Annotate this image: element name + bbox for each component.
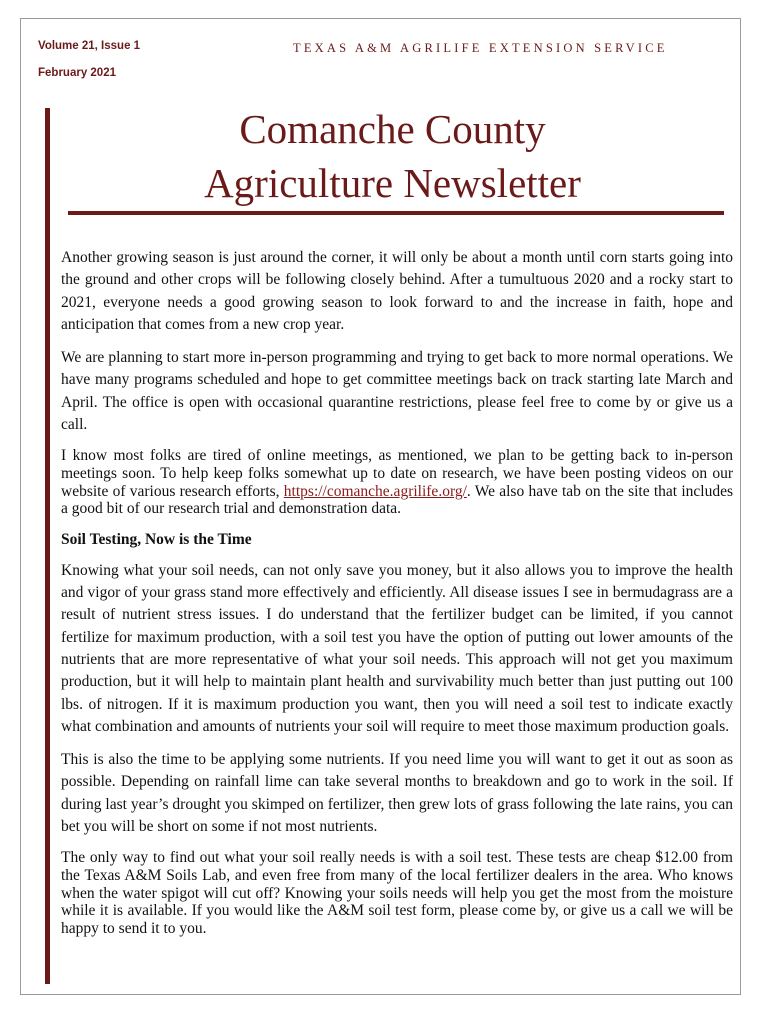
intro-paragraph-3 [61,447,733,517]
soil-paragraph-3: The only way to find out what your soil really needs is with a soil test. These tests are cheap $12.00 from the Texas A&M Soils Lab, and even free from many of the local fertilizer dealers in the area. Who knows when the water spigot will cut off? Knowing your soils needs will help you get the most from the moisture while it is available. If you would like the A&M soil test form, please come by, or give us a call we will be happy to send it to you. [61,849,733,937]
title-rule [68,211,724,215]
title-line-1: Comanche County [239,106,546,152]
article-body [61,247,733,949]
intro-paragraph-2: We are planning to start more in-person programming and trying to get back to more normal operations. We have many programs scheduled and hope to get committee meetings back on track starting late March and April. The office is open with occasional quarantine restrictions, please feel free to come by or give us a call. [61,349,733,434]
newsletter-title [160,102,625,210]
intro-paragraph-1: Another growing season is just around the corner, it will only be about a month until corn starts going into the ground and other crops will be following closely behind. After a tumultuous 2020 and a rocky start to 2021, everyone needs a good growing season to look forward to and the increase in faith, hope and anticipation that comes from a new crop year. [61,249,733,333]
soil-paragraph-2: This is also the time to be applying some nutrients. If you need lime you will want to get it out as soon as possible. Depending on rainfall lime can take several months to breakdown and go to work in the soil. If during last year’s drought you skimped on fertilizer, then grew lots of grass following the late rains, you can bet you will be short on some if not most nutrients. [61,751,733,836]
issue-date: February 2021 [38,67,116,79]
intro-paragraph-3-text: I know most folks are tired of online meetings, as mentioned, we plan to be getting back to in-person meetings soon. To help keep folks somewhat up to date on research, we have been posting videos on our website of various research efforts, [61,447,733,500]
intro-paragraph-3-text-end: . We also have tab on the site that includes a good bit of our research trial and demonstration data. [61,482,733,518]
website-link[interactable]: https://comanche.agrilife.org/ [283,482,467,500]
soil-testing-heading: Soil Testing, Now is the Time [61,530,252,548]
issue-volume: Volume 21, Issue 1 [38,40,141,52]
soil-paragraph-1: Knowing what your soil needs, can not only save you money, but it also allows you to improve the health and vigor of your grass stand more effectively and efficiently. All disease issues I see in bermudagrass are a result of nutrient stress issues. I do understand that the fertilizer budget can be limited, if you cannot fertilize for maximum production, with a soil test you have the option of putting out lower amounts of the nutrients that are more representative of what your soil needs. This approach will not get you maximum production, but it will help to maintain plant health and survivability much better than just putting out 100 lbs. of nitrogen. If it is maximum production you want, then you will need a soil test to indicate exactly what combination and amounts of nutrients your soil will require to meet those maximum production goals. [61,561,733,735]
agency-name: TEXAS A&M AGRILIFE EXTENSION SERVICE [293,41,668,55]
title-line-2: Agriculture Newsletter [204,160,581,206]
side-accent-bar [45,108,50,984]
